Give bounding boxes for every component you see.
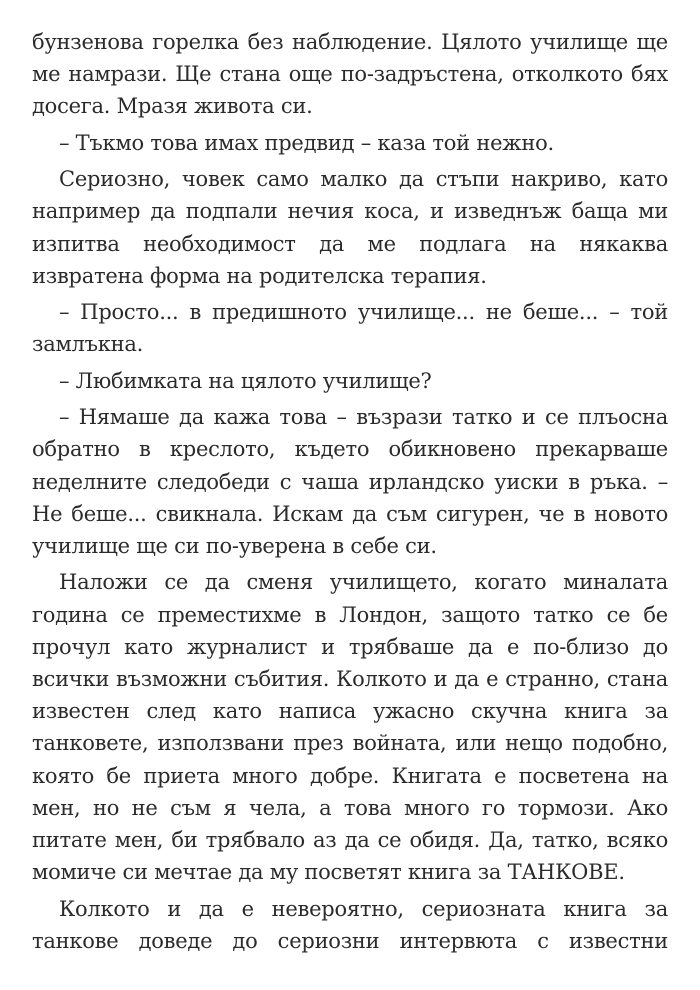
paragraph-8: Колкото и да е невероятно, сериозната книга за танкове доведе до сериозни интервюта с известни	[32, 896, 668, 953]
paragraph-2: – Тъкмо това имах предвид – каза той нежно.	[59, 130, 554, 155]
paragraph-7: Наложи се да сменя училището, когато миналата година се преместихме в Лондон, защото татко се бе прочул като журналист и трябваше да е по-близо до всички възможни събития. Колкото и да е странно, стана известен след като написа ужасно скучна книга за танковете, използвани през войната, или нещо подобно, която бе приета много добре. Книгата е посветена на мен, но не съм я чела, а това много го тормози. Ако питате мен, би трябвало аз да се обидя. Да, татко, всяко момиче си мечтае да му посветят книга за ТАНКОВЕ.	[32, 570, 668, 885]
paragraph-5: – Любимката на цялото училище?	[59, 368, 432, 393]
paragraph-6: – Нямаше да кажа това – възрази татко и се плъосна обратно в креслото, където обикновено прекарваше неделните следобеди с чаша ирландско уиски в ръка. – Не беше... свикнала. Искам да съм сигурен, че в новото училище ще си по-уверена в себе си.	[32, 405, 668, 558]
paragraph-1: бунзенова горелка без наблюдение. Цялото училище ще ме намрази. Ще стана още по-задръстена, отколкото бях досега. Мразя живота си.	[32, 30, 668, 119]
book-page	[32, 26, 668, 961]
paragraph-4: – Просто... в предишното училище... не беше... – той замлъкна.	[32, 300, 668, 357]
paragraph-3: Сериозно, човек само малко да стъпи накриво, като например да подпали нечия коса, и изведнъж баща ми изпитва необходимост да ме подлага на някаква извратена форма на родителска терапия.	[32, 167, 668, 288]
